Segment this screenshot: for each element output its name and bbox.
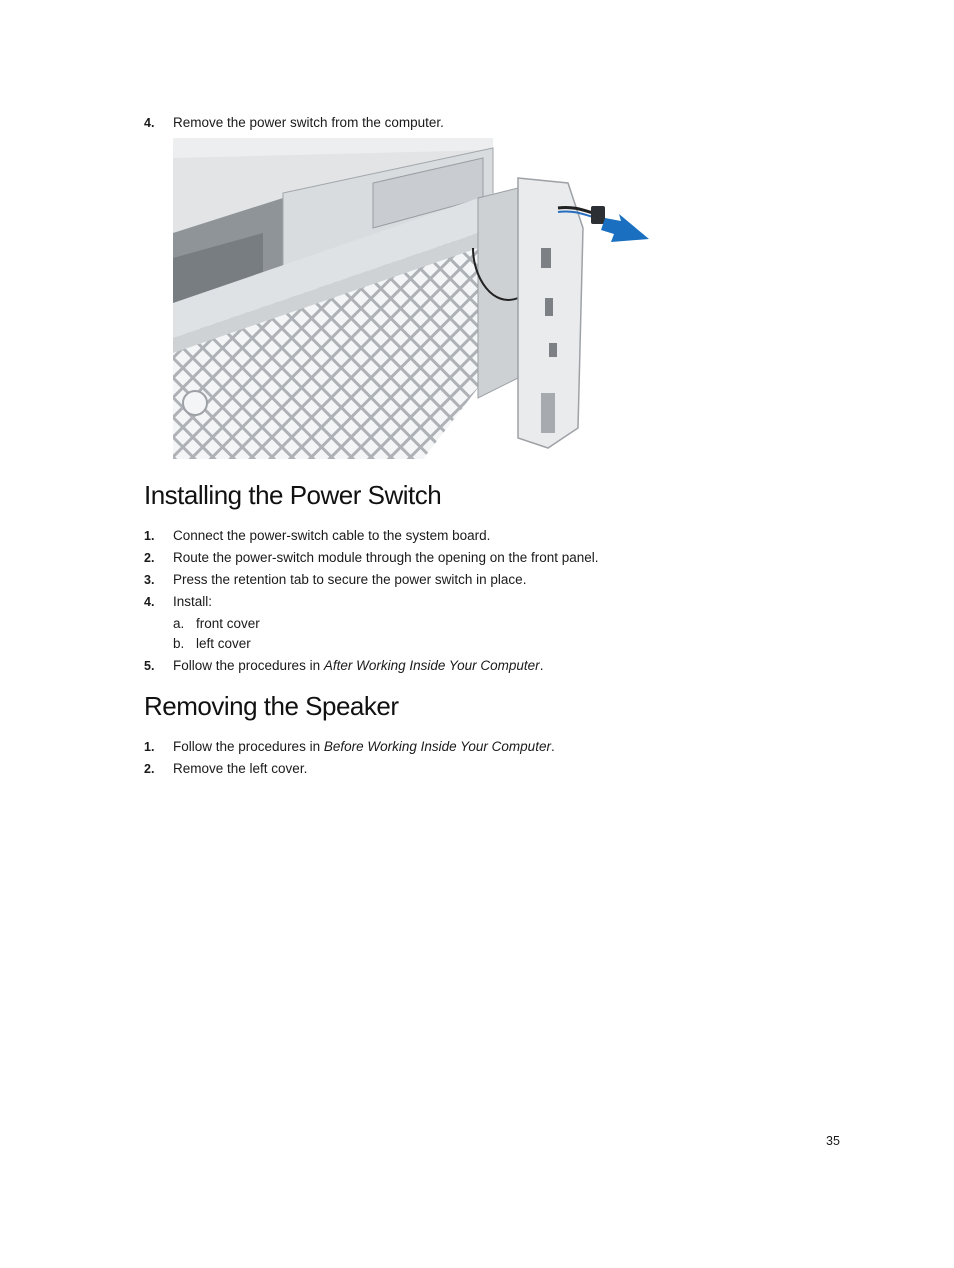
step-number: 2. bbox=[144, 762, 155, 776]
step-text: Install: bbox=[173, 594, 213, 609]
cross-reference-link[interactable]: Before Working Inside Your Computer bbox=[323, 739, 551, 754]
page-number: 35 bbox=[826, 1134, 840, 1148]
install-step-3 bbox=[144, 571, 526, 589]
step-text: Remove the left cover. bbox=[173, 761, 308, 776]
install-step-1 bbox=[144, 527, 490, 545]
step-text-after: . bbox=[539, 658, 544, 673]
step-text bbox=[173, 738, 555, 756]
remove-speaker-step-1 bbox=[144, 738, 555, 756]
install-step-2 bbox=[144, 549, 599, 567]
step-text: Route the power-switch module through the opening on the front panel. bbox=[173, 550, 599, 565]
section-title-installing-power-switch: Installing the Power Switch bbox=[144, 480, 442, 510]
step-text: Press the retention tab to secure the power switch in place. bbox=[173, 572, 527, 587]
cross-reference-link[interactable]: After Working Inside Your Computer bbox=[323, 658, 540, 673]
substep-text: left cover bbox=[196, 636, 251, 651]
step-number: 2. bbox=[144, 551, 155, 565]
install-substep-b bbox=[173, 635, 251, 653]
step-number: 4. bbox=[144, 116, 155, 130]
step-text: Remove the power switch from the computer. bbox=[173, 115, 444, 130]
step-text: Connect the power-switch cable to the system board. bbox=[173, 528, 491, 543]
install-step-4 bbox=[144, 593, 212, 611]
install-step-5 bbox=[144, 657, 543, 675]
step-number: 4. bbox=[144, 595, 155, 609]
power-switch-removal-illustration bbox=[173, 138, 650, 459]
section-title-removing-speaker: Removing the Speaker bbox=[144, 691, 399, 721]
remove-speaker-step-2 bbox=[144, 760, 307, 778]
step-text bbox=[173, 657, 543, 675]
step-number: 1. bbox=[144, 529, 155, 543]
step-number: 1. bbox=[144, 740, 155, 754]
substep-letter: b. bbox=[173, 636, 185, 651]
step-text-after: . bbox=[550, 739, 555, 754]
substep-text: front cover bbox=[196, 616, 260, 631]
step-text-before: Follow the procedures in bbox=[173, 739, 324, 754]
step-text-before: Follow the procedures in bbox=[173, 658, 324, 673]
step-4-remove-power-switch bbox=[144, 114, 444, 132]
step-number: 5. bbox=[144, 659, 155, 673]
step-number: 3. bbox=[144, 573, 155, 587]
install-substep-a bbox=[173, 615, 260, 633]
substep-letter: a. bbox=[173, 616, 185, 631]
